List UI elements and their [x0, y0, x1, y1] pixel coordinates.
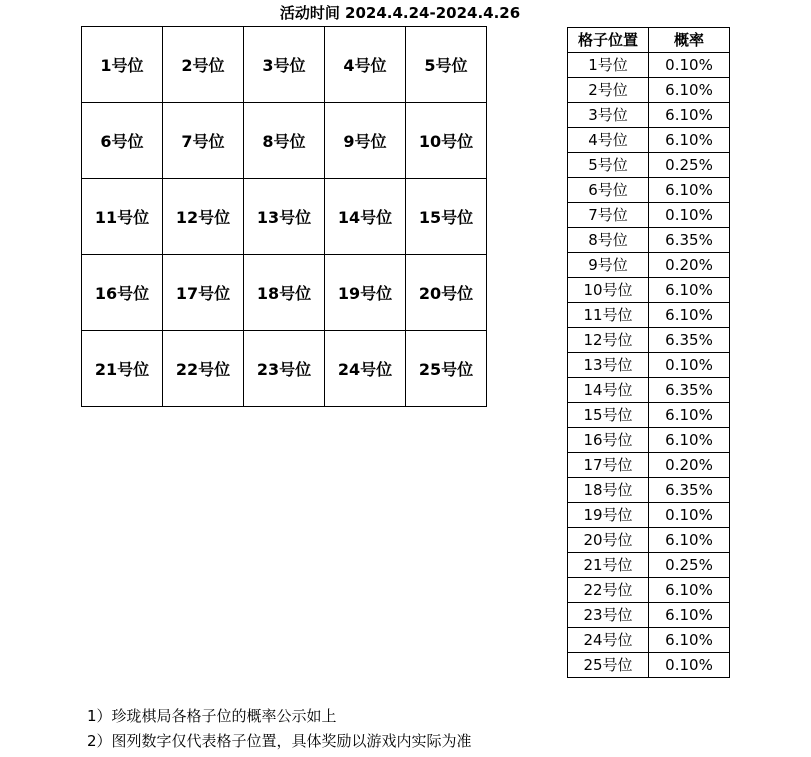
grid-cell: 12号位 [163, 179, 244, 255]
probability-cell: 6.35% [649, 228, 730, 253]
grid-row [82, 331, 487, 407]
table-row [568, 278, 730, 303]
note-1: 1）珍珑棋局各格子位的概率公示如上 [87, 707, 337, 725]
probability-cell: 6.10% [649, 603, 730, 628]
grid-cell: 2号位 [163, 27, 244, 103]
probability-cell: 0.10% [649, 503, 730, 528]
grid-row [82, 179, 487, 255]
table-row [568, 453, 730, 478]
position-cell: 24号位 [568, 628, 649, 653]
position-cell: 13号位 [568, 353, 649, 378]
probability-cell: 0.20% [649, 253, 730, 278]
probability-cell: 6.10% [649, 628, 730, 653]
probability-cell: 6.10% [649, 128, 730, 153]
grid-cell: 22号位 [163, 331, 244, 407]
grid-row [82, 103, 487, 179]
probability-table [567, 27, 730, 678]
probability-cell: 6.10% [649, 578, 730, 603]
grid-cell: 4号位 [325, 27, 406, 103]
position-cell: 4号位 [568, 128, 649, 153]
table-row [568, 303, 730, 328]
position-cell: 11号位 [568, 303, 649, 328]
grid-cell: 21号位 [82, 331, 163, 407]
grid-cell: 8号位 [244, 103, 325, 179]
position-cell: 8号位 [568, 228, 649, 253]
table-row [568, 178, 730, 203]
probability-cell: 0.20% [649, 453, 730, 478]
grid-cell: 13号位 [244, 179, 325, 255]
grid-cell: 19号位 [325, 255, 406, 331]
position-cell: 10号位 [568, 278, 649, 303]
table-row [568, 353, 730, 378]
position-cell: 3号位 [568, 103, 649, 128]
header-probability: 概率 [649, 28, 730, 53]
table-row [568, 553, 730, 578]
position-cell: 25号位 [568, 653, 649, 678]
grid-cell: 1号位 [82, 27, 163, 103]
position-cell: 9号位 [568, 253, 649, 278]
grid-cell: 20号位 [406, 255, 487, 331]
grid-cell: 18号位 [244, 255, 325, 331]
table-row [568, 628, 730, 653]
probability-cell: 6.10% [649, 178, 730, 203]
position-cell: 17号位 [568, 453, 649, 478]
position-cell: 2号位 [568, 78, 649, 103]
grid-cell: 17号位 [163, 255, 244, 331]
probability-cell: 6.35% [649, 328, 730, 353]
table-row [568, 403, 730, 428]
grid-cell: 16号位 [82, 255, 163, 331]
table-row [568, 228, 730, 253]
position-cell: 12号位 [568, 328, 649, 353]
probability-cell: 6.10% [649, 528, 730, 553]
grid-cell: 5号位 [406, 27, 487, 103]
table-row [568, 378, 730, 403]
position-cell: 6号位 [568, 178, 649, 203]
table-row [568, 653, 730, 678]
notes [87, 704, 472, 754]
position-grid [81, 26, 487, 407]
probability-table-header [568, 28, 730, 53]
grid-cell: 14号位 [325, 179, 406, 255]
table-row [568, 503, 730, 528]
grid-cell: 10号位 [406, 103, 487, 179]
probability-cell: 6.35% [649, 478, 730, 503]
table-row [568, 253, 730, 278]
probability-cell: 0.10% [649, 653, 730, 678]
table-row [568, 153, 730, 178]
grid-cell: 7号位 [163, 103, 244, 179]
probability-cell: 6.10% [649, 428, 730, 453]
table-row [568, 103, 730, 128]
note-2: 2）图列数字仅代表格子位置，具体奖励以游戏内实际为准 [87, 732, 472, 750]
probability-cell: 6.10% [649, 303, 730, 328]
table-row [568, 603, 730, 628]
page-title: 活动时间 2024.4.24-2024.4.26 [279, 4, 521, 22]
grid-cell: 23号位 [244, 331, 325, 407]
grid-cell: 9号位 [325, 103, 406, 179]
position-cell: 7号位 [568, 203, 649, 228]
table-row [568, 203, 730, 228]
probability-cell: 6.10% [649, 278, 730, 303]
position-cell: 18号位 [568, 478, 649, 503]
probability-cell: 6.10% [649, 78, 730, 103]
grid-cell: 11号位 [82, 179, 163, 255]
probability-cell: 6.10% [649, 403, 730, 428]
probability-cell: 6.35% [649, 378, 730, 403]
position-cell: 19号位 [568, 503, 649, 528]
table-row [568, 328, 730, 353]
table-row [568, 128, 730, 153]
position-cell: 5号位 [568, 153, 649, 178]
probability-cell: 0.10% [649, 203, 730, 228]
probability-cell: 0.10% [649, 53, 730, 78]
table-row [568, 78, 730, 103]
table-row [568, 528, 730, 553]
grid-cell: 25号位 [406, 331, 487, 407]
position-cell: 14号位 [568, 378, 649, 403]
probability-cell: 0.25% [649, 553, 730, 578]
position-cell: 21号位 [568, 553, 649, 578]
table-row [568, 578, 730, 603]
position-cell: 16号位 [568, 428, 649, 453]
table-row [568, 428, 730, 453]
position-cell: 20号位 [568, 528, 649, 553]
probability-cell: 0.25% [649, 153, 730, 178]
grid-row [82, 255, 487, 331]
position-cell: 23号位 [568, 603, 649, 628]
probability-cell: 0.10% [649, 353, 730, 378]
probability-cell: 6.10% [649, 103, 730, 128]
position-cell: 1号位 [568, 53, 649, 78]
grid-cell: 6号位 [82, 103, 163, 179]
grid-cell: 15号位 [406, 179, 487, 255]
table-row [568, 478, 730, 503]
position-cell: 22号位 [568, 578, 649, 603]
grid-cell: 3号位 [244, 27, 325, 103]
header-position: 格子位置 [568, 28, 649, 53]
grid-cell: 24号位 [325, 331, 406, 407]
grid-row [82, 27, 487, 103]
position-cell: 15号位 [568, 403, 649, 428]
table-row [568, 53, 730, 78]
